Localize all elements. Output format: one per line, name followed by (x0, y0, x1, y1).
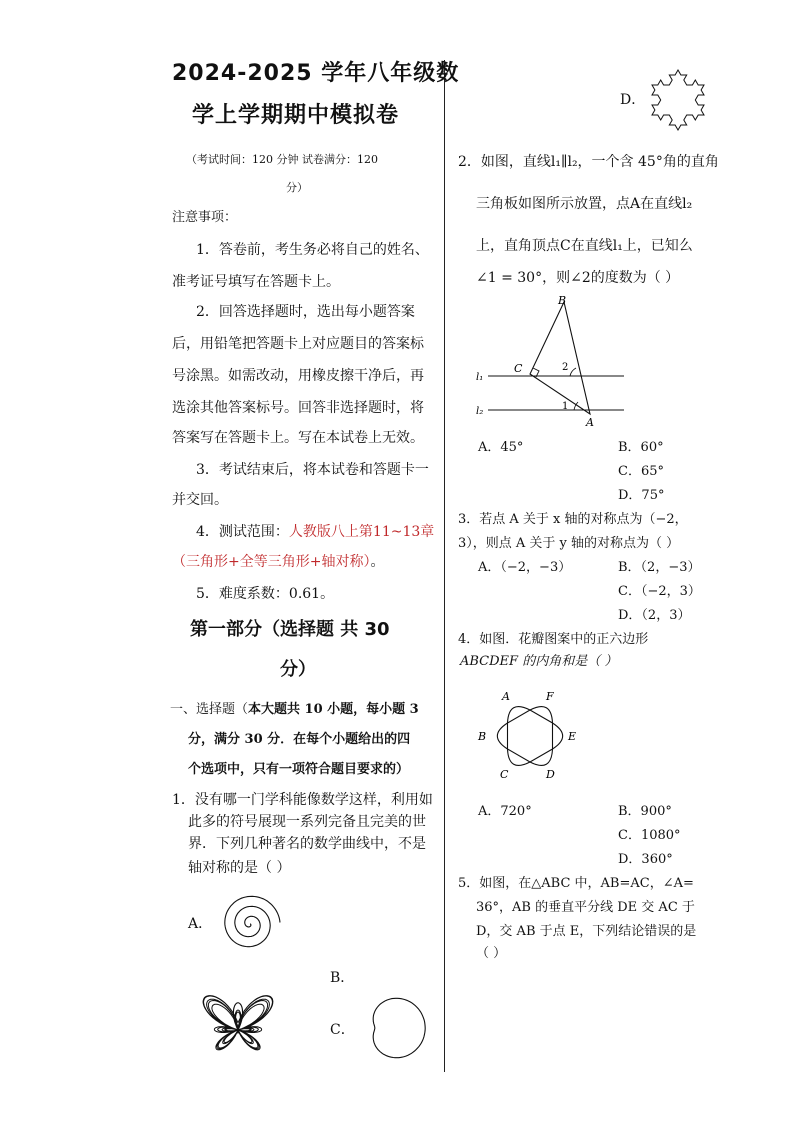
note4-topics: （三角形+全等三角形+轴对称） (172, 554, 371, 570)
q4-line1: 4．如图．花瓣图案中的正六边形 (458, 632, 649, 647)
note2-line5: 答案写在答题卡上。写在本试卷上无效。 (172, 430, 424, 446)
q2-option-b: B．60° (618, 440, 664, 455)
q4-flower-hexagon-figure (474, 680, 584, 790)
note4-line1 (196, 522, 434, 542)
note1-line2: 准考证号填写在答题卡上。 (172, 274, 340, 290)
hex-vertex-B: B (478, 730, 487, 743)
q1-line4: 轴对称的是（ ） (188, 860, 291, 876)
flower-petal (553, 723, 563, 749)
q1-option-d: D． (620, 92, 646, 108)
q3-line1: 3．若点 A 关于 x 轴的对称点为（−2， (458, 512, 688, 527)
hex-vertex-A: A (502, 690, 510, 703)
q2-line2: 三角板如图所示放置，点A在直线l₂ (476, 196, 693, 212)
q3-option-d: D．（2，3） (618, 608, 691, 623)
butterfly-curve-figure (186, 990, 290, 1066)
notes-heading: 注意事项： (172, 210, 238, 225)
hex-vertex-D: D (546, 768, 555, 781)
note3-line2: 并交回。 (172, 492, 228, 508)
exam-title-line2: 学上学期期中模拟卷 (192, 103, 400, 128)
note4-line2 (172, 552, 384, 572)
part1-heading-line2: 分） (280, 659, 316, 680)
exam-info-line2: 分） (286, 181, 308, 194)
section1-line2: 分，满分 30 分．在每个小题给出的四 (188, 732, 411, 747)
q3-option-c: C．（−2，3） (618, 584, 701, 599)
point-C-label: C (514, 362, 523, 375)
cardioid-curve-figure (352, 988, 432, 1068)
q1-option-a: A． (188, 916, 213, 932)
angle-2-label: 2 (562, 362, 569, 373)
section1-label: 一、选择题（ (170, 702, 249, 717)
section1-line3: 个选项中，只有一项符合题目要求的） (188, 762, 410, 777)
note2-line3: 号涂黑。如需改动，用橡皮擦干净后，再 (172, 368, 424, 384)
q4-option-d: D．360° (618, 852, 673, 867)
q2-line3: 上，直角顶点C在直线l₁上，已知么 (476, 238, 693, 254)
note3-line1: 3．考试结束后，将本试卷和答题卡一 (196, 462, 429, 478)
section1-desc: 本大题共 10 小题，每小题 3 (248, 702, 419, 717)
q4-line2: ABCDEF 的内角和是（ ） (460, 654, 618, 669)
q3-option-b: B．（2，−3） (618, 560, 701, 575)
q4-option-b: B．900° (618, 804, 672, 819)
q4-option-a: A．720° (478, 804, 532, 819)
note4-range: 人教版八上第11~13章 (288, 524, 435, 540)
q1-line3: 界．下列几种著名的数学曲线中，不是 (188, 836, 426, 852)
q2-line4: ∠1 = 30°，则∠2的度数为（ ） (476, 270, 680, 286)
spiral-curve-figure (214, 890, 294, 960)
exam-info-line1: （考试时间：120 分钟 试卷满分：120 (186, 153, 378, 166)
q2-option-a: A．45° (478, 440, 524, 455)
note2-line1: 2．回答选择题时，选出每小题答案 (196, 304, 415, 320)
q5-line3: D，交 AB 于点 E，下列结论错误的是 (476, 924, 697, 939)
hex-vertex-F: F (546, 690, 554, 703)
q3-line2: 3），则点 A 关于 y 轴的对称点为（ ） (458, 536, 680, 551)
q2-line1: 2．如图，直线l₁∥l₂，一个含 45°角的直角 (458, 154, 719, 170)
q5-line2: 36°，AB 的垂直平分线 DE 交 AC 于 (476, 900, 695, 915)
part1-heading-line1: 第一部分（选择题 共 30 (190, 619, 390, 640)
q1-option-b: B． (330, 970, 355, 986)
note2-line2: 后，用铅笔把答题卡上对应题目的答案标 (172, 336, 424, 352)
q2-option-d: D．75° (618, 488, 665, 503)
hex-vertex-E: E (568, 730, 577, 743)
note1-line1: 1．答卷前，考生务必将自己的姓名、 (196, 242, 429, 258)
l2-label: l₂ (476, 406, 484, 417)
q5-line4: （ ） (476, 946, 507, 961)
note4-prefix: 4．测试范围： (196, 524, 289, 540)
q1-option-c: C． (330, 1022, 355, 1038)
q1-line2: 此多的符号展现一系列完备且完美的世 (188, 814, 426, 830)
set-square-triangle (530, 302, 590, 414)
flower-petal (497, 723, 507, 749)
q5-line1: 5．如图，在△ABC 中，AB=AC，∠A= (458, 876, 694, 891)
exam-title-line1: 2024-2025 学年八年级数 (172, 61, 460, 86)
q4-option-c: C．1080° (618, 828, 681, 843)
hex-vertex-C: C (500, 768, 509, 781)
q2-triangle-figure (474, 290, 634, 430)
note4-end: 。 (370, 554, 385, 570)
note2-line4: 选涂其他答案标号。回答非选择题时，将 (172, 400, 424, 416)
note5: 5．难度系数：0.61。 (196, 586, 335, 602)
q3-option-a: A．（−2，−3） (478, 560, 572, 575)
point-B-label: B (558, 294, 567, 307)
angle-2-arc (570, 368, 576, 376)
l1-label: l₁ (476, 372, 484, 383)
point-A-label: A (586, 416, 594, 429)
column-divider (444, 60, 445, 1072)
angle-1-label: 1 (562, 401, 569, 412)
koch-snowflake-figure (638, 58, 718, 138)
q1-line1: 1．没有哪一门学科能像数学这样，利用如 (172, 792, 433, 808)
section1-line1 (170, 700, 419, 720)
q2-option-c: C．65° (618, 464, 664, 479)
